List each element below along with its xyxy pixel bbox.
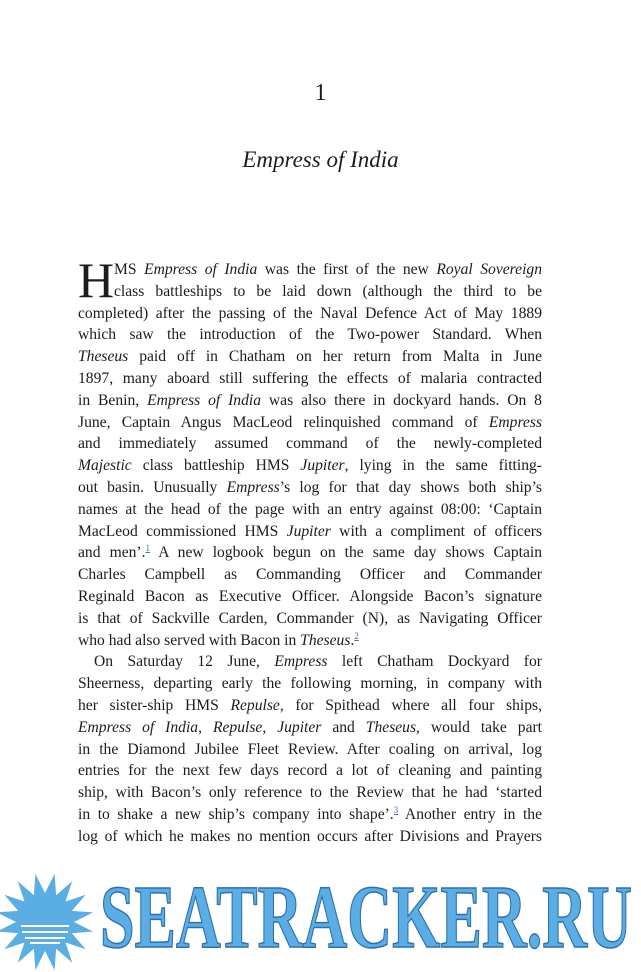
watermark-text: SEATRACKER.RU <box>100 870 632 967</box>
text-run: log of which he makes no mention occurs after Divisions and Prayers <box>78 827 542 845</box>
text-run: , would take part <box>416 718 543 736</box>
text-line <box>78 368 542 390</box>
text-run: paid off in Chatham on her return from Malta in June <box>128 348 542 366</box>
italic-text: Jupiter <box>277 718 322 736</box>
watermark <box>0 870 641 972</box>
text-run: entries for the next few days record a lot of cleaning and painting <box>78 762 542 780</box>
italic-text: Repulse <box>230 696 280 714</box>
text-run: in to shake a new ship’s company into shape’. <box>78 805 394 823</box>
text-run: left Chatham Dockyard for <box>327 653 542 671</box>
text-run: . <box>350 631 355 649</box>
paragraph-1 <box>78 259 542 651</box>
footnote-ref[interactable]: 1 <box>145 543 151 554</box>
italic-text: Theseus <box>365 718 417 736</box>
text-line <box>78 412 542 434</box>
paragraph-2 <box>78 651 542 847</box>
text-line <box>78 433 542 455</box>
sun-logo-icon <box>0 872 95 972</box>
text-run: in the Diamond Jubilee Fleet Review. After coaling on arrival, log <box>78 740 542 758</box>
text-run: names at the head of the page with an entry against 08:00: ‘Captain <box>78 500 542 518</box>
text-run: Reginald Bacon as Executive Officer. Alongside Bacon’s signature <box>78 587 542 605</box>
text-line <box>114 259 542 281</box>
text-line <box>78 826 542 848</box>
italic-text: Repulse <box>212 718 263 736</box>
text-line <box>78 521 542 543</box>
text-line <box>78 586 542 608</box>
text-line <box>78 804 542 826</box>
text-run: out basin. Unusually <box>78 478 227 496</box>
italic-text: Jupiter <box>286 522 331 540</box>
italic-text: Royal Sovereign <box>436 261 543 278</box>
italic-text: Theseus <box>78 348 129 366</box>
text-run: completed) after the passing of the Naval Defence Act of May 1889 <box>78 304 542 322</box>
text-run: A new logbook begun on the same day shows Captain <box>150 544 542 562</box>
text-run: with a compliment of officers <box>330 522 543 540</box>
text-line <box>78 717 542 739</box>
text-line <box>78 608 542 630</box>
text-line <box>78 695 542 717</box>
text-run: Sheerness, departing early the following morning, in company with <box>78 675 542 693</box>
chapter-title: Empress of India <box>242 147 399 172</box>
footnote-ref[interactable]: 3 <box>393 804 399 815</box>
text-line <box>78 673 542 695</box>
text-line <box>78 390 542 412</box>
text-line <box>78 739 542 761</box>
text-line <box>78 303 542 325</box>
text-line <box>78 346 542 368</box>
text-line <box>78 630 542 652</box>
text-run: in Benin, <box>78 391 148 409</box>
text-run: class battleship HMS <box>131 457 301 475</box>
text-line <box>78 499 542 521</box>
text-run: who had also served with Bacon in <box>78 631 301 649</box>
text-run: On Saturday 12 June, <box>94 653 275 671</box>
italic-text: Majestic <box>78 457 132 475</box>
footnote-ref[interactable]: 2 <box>354 630 359 641</box>
text-run: Another entry in the <box>398 805 542 823</box>
text-line <box>78 455 542 477</box>
text-run: MS <box>114 261 145 278</box>
italic-text: Empress of India <box>78 718 199 736</box>
text-run: MacLeod commissioned HMS <box>78 522 287 540</box>
text-line <box>78 477 542 499</box>
text-line <box>78 564 542 586</box>
text-run: June, Captain Angus MacLeod relinquished command of <box>78 413 489 431</box>
text-line <box>78 651 542 673</box>
text-run: and <box>321 718 366 736</box>
italic-text: Empress of India <box>144 261 258 278</box>
text-run: her sister-ship HMS <box>78 696 231 714</box>
text-run: ship, with Bacon’s only reference to the Review that he had ‘started <box>78 784 542 802</box>
italic-text: Theseus <box>300 631 351 649</box>
text-run: , <box>262 718 278 736</box>
italic-text: Empress <box>274 653 328 671</box>
text-line <box>78 782 542 804</box>
sun-disc <box>19 896 71 948</box>
text-run: was the first of the new <box>257 261 437 278</box>
text-run: and immediately assumed command of the newly-completed <box>78 435 542 453</box>
text-run: Charles Campbell as Commanding Officer and Commander <box>78 566 542 584</box>
body-text <box>78 252 543 848</box>
text-run: was also there in dockyard hands. On 8 <box>261 391 542 409</box>
italic-text: Jupiter <box>300 457 345 475</box>
text-line <box>78 760 542 782</box>
text-run: which saw the introduction of the Two-power Standard. When <box>78 326 542 344</box>
text-line <box>78 324 542 346</box>
drop-cap: H <box>78 252 115 308</box>
italic-text: Empress <box>488 413 542 431</box>
text-run: 1897, many aboard still suffering the effects of malaria contracted <box>78 369 542 387</box>
text-run: ’s log for that day shows both ship’s <box>279 478 542 496</box>
text-line <box>78 542 542 564</box>
text-run: , lying in the same fitting- <box>344 457 542 475</box>
text-line <box>114 281 542 303</box>
italic-text: Empress of India <box>147 391 262 409</box>
text-run: and men’. <box>78 544 146 562</box>
chapter-number: 1 <box>314 80 327 106</box>
text-run: , for Spithead where all four ships, <box>279 696 542 714</box>
text-run: class battleships to be laid down (although the third to be <box>114 282 542 300</box>
italic-text: Empress <box>226 478 280 496</box>
text-run: is that of Sackville Carden, Commander (N), as Navigating Officer <box>78 609 542 627</box>
text-run: , <box>198 718 213 736</box>
